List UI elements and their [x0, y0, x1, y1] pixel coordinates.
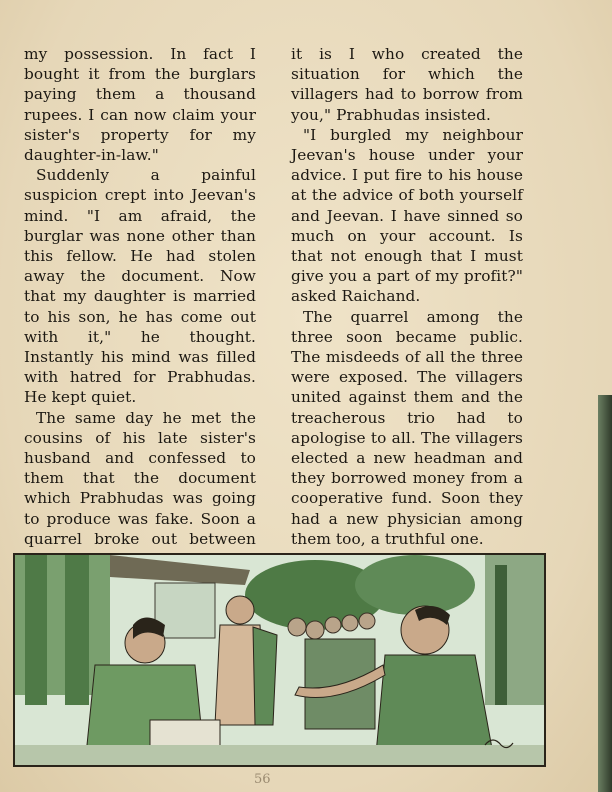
text-column-left: [24, 44, 256, 630]
text-column-right: [291, 44, 523, 549]
paragraph: The quarrel among the three soon became public. The misdeeds of all the three were exposed. The villagers united against them and the treacherous trio had to apologise to all. The villagers elected a new headman and they borrowed money from a cooperative fund. Soon they had a new physician among them too, a truthful one.: [291, 307, 523, 548]
paragraph: Suddenly a painful suspicion crept into Jeevan's mind. "I am afraid, the burglar was none other than this fellow. He had stolen away the document. Now that my daughter is married to his son, he has come out with it," he thought. Instantly his mind was filled with hatred for Prabhudas. He kept quiet.: [24, 166, 256, 407]
adjacent-page-edge: [598, 395, 612, 792]
paragraph: "I burgled my neighbour Jeevan's house under your advice. I put fire to his house at the advice of both yourself and Jeevan. I have sinned so much on your account. Is that not enough that I must give you a part of my profit?" asked Raichand.: [291, 125, 523, 306]
illustration-scene: [15, 555, 544, 765]
paragraph: it is I who created the situation for which the villagers had to borrow from you," Prabhudas insisted.: [291, 45, 523, 124]
paragraph: my possession. In fact I bought it from the burglars paying them a thousand rupees. I can now claim your sister's property for my daughter-in-law.": [24, 45, 256, 165]
paragraph: The same day he met the cousins of his late sister's husband and confessed to them that the document which Prabhudas was going to produce was fake. Soon a quarrel broke out between: [24, 408, 256, 548]
story-illustration: [13, 553, 546, 767]
page-number: 56: [254, 772, 271, 787]
